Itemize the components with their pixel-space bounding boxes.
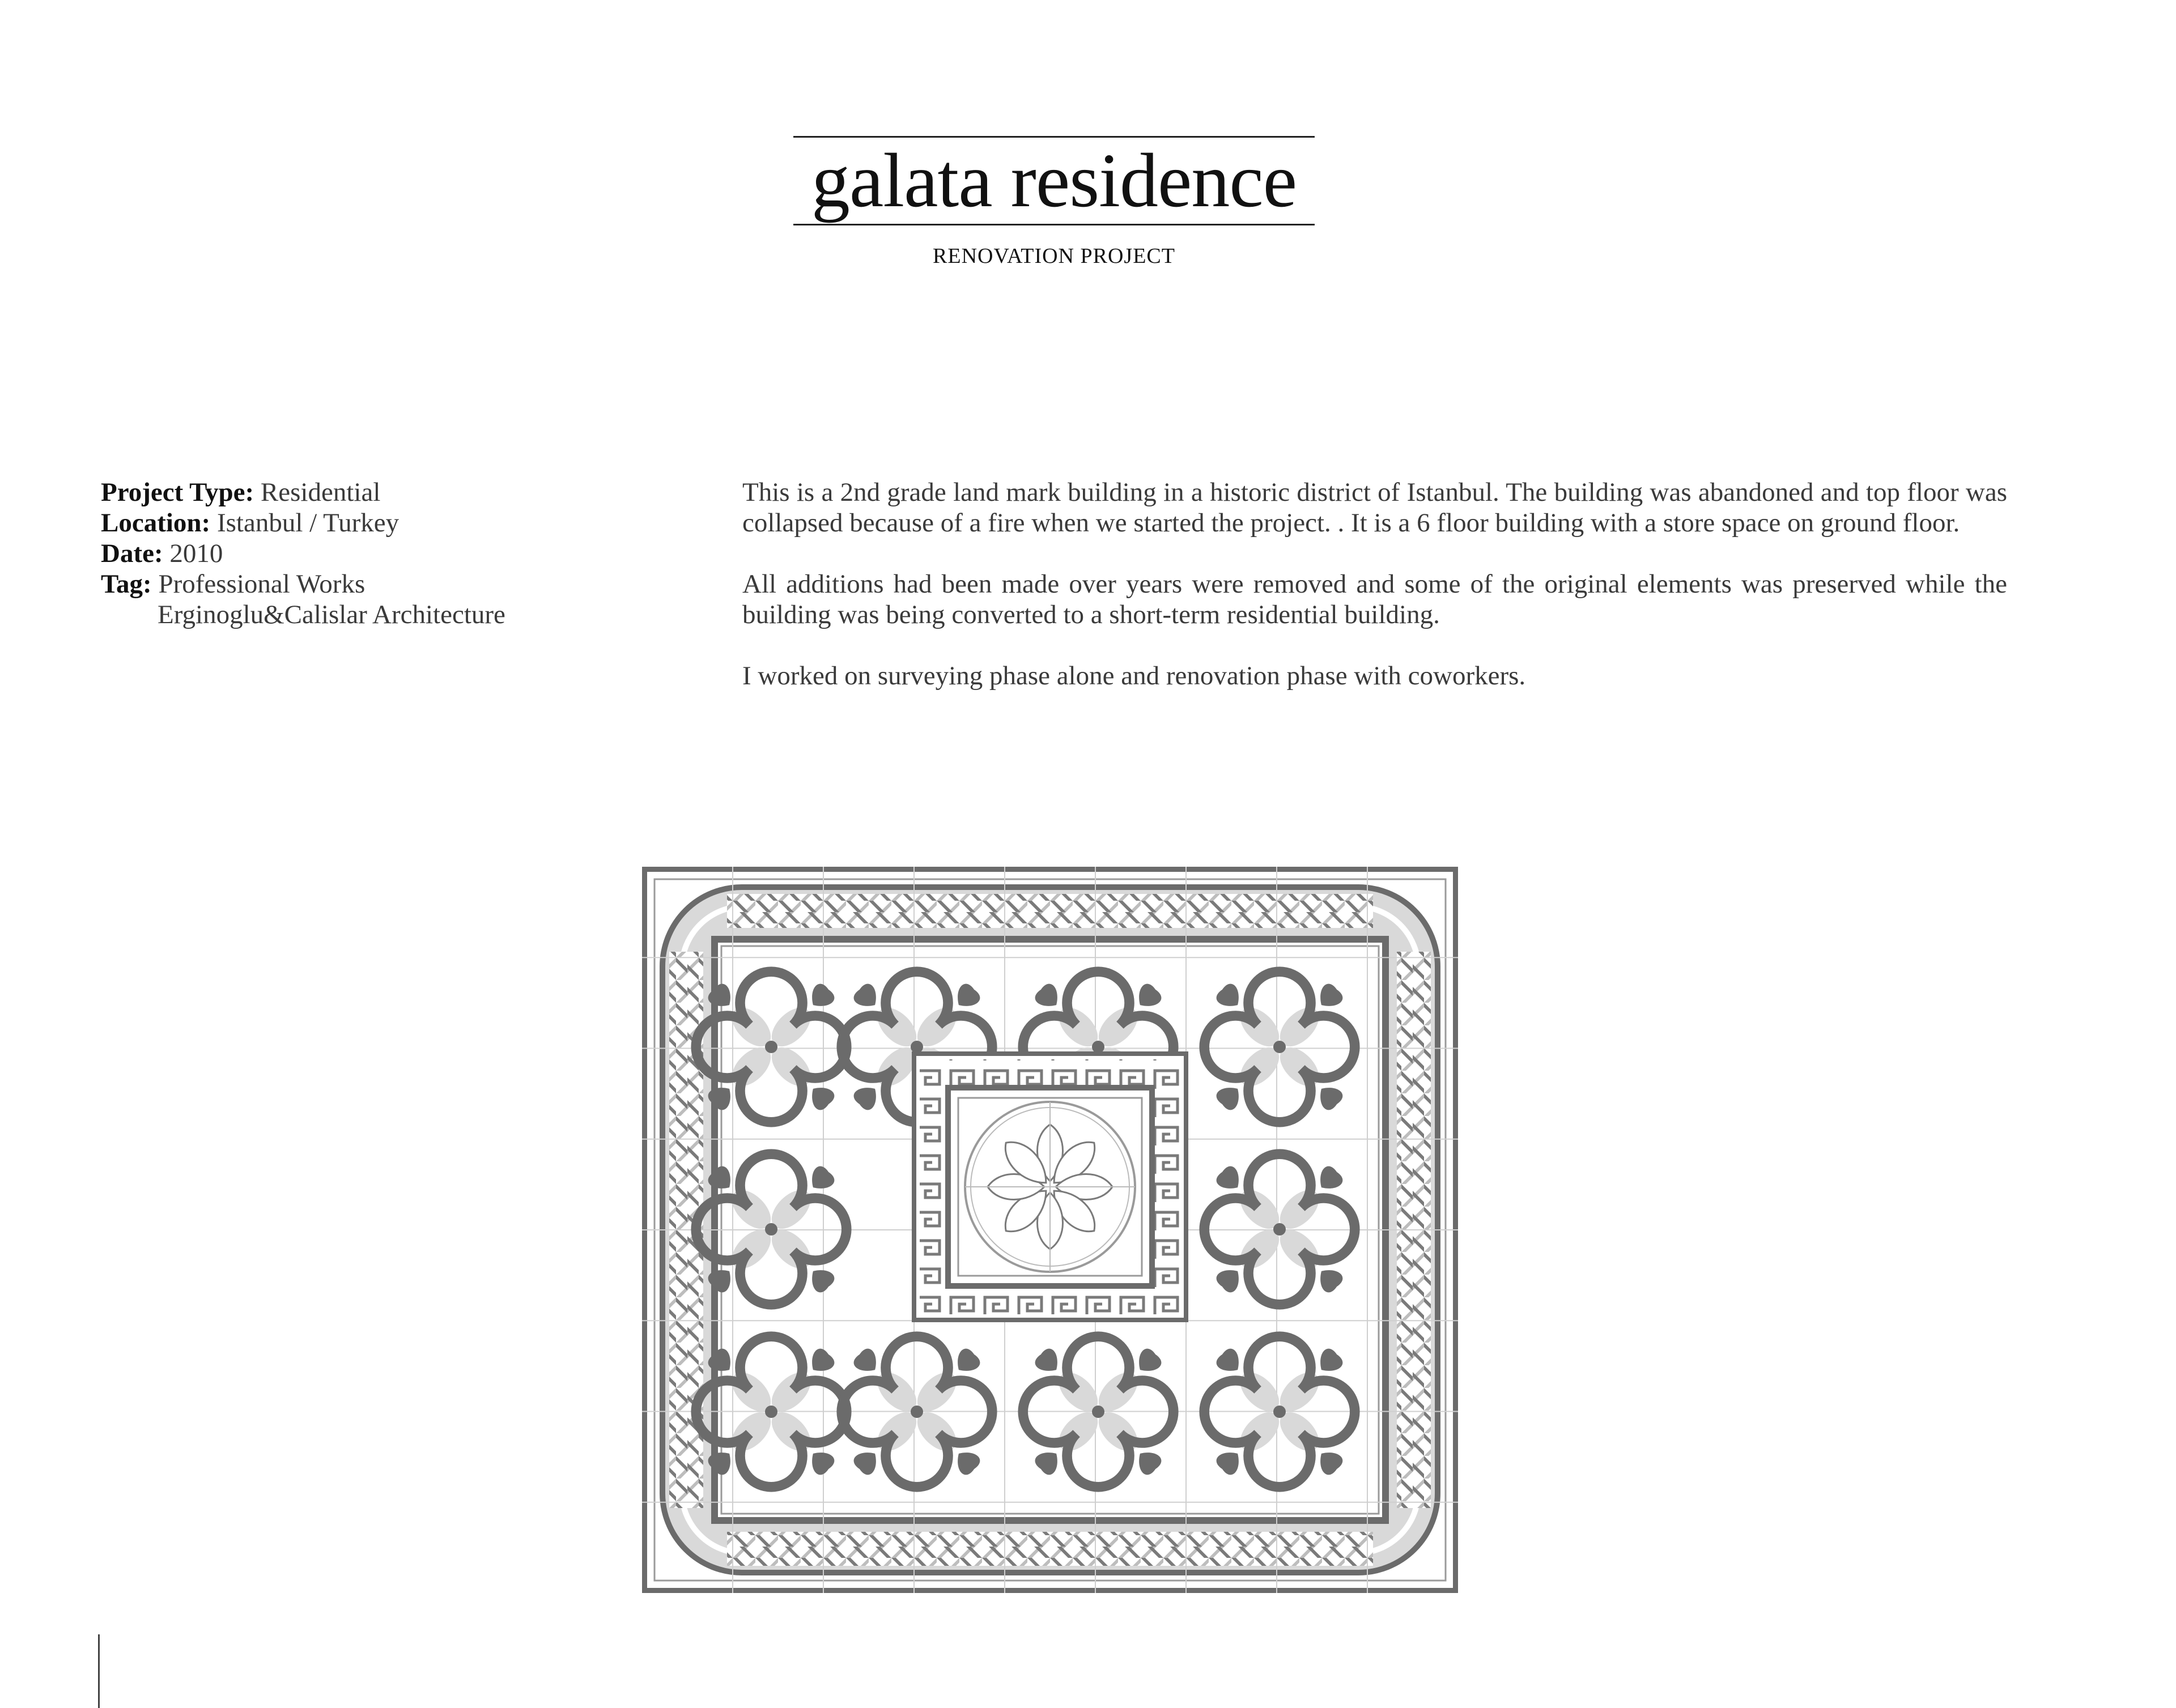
title-block [790,136,1318,225]
motif-center [911,1041,923,1053]
page-subtitle: RENOVATION PROJECT [933,244,1175,268]
description-paragraph-2: All additions had been made over years were removed and some of the original elements was preserved while the building was being converted to a short-term residential building. [742,569,2007,629]
motif-center [1273,1405,1286,1418]
project-description [742,477,2007,722]
project-type-value: Residential [260,478,381,507]
location-label: Location: [101,508,211,538]
tag-label: Tag: [101,569,152,599]
motif-center [765,1041,777,1053]
project-meta [101,477,505,630]
tag-value-2: Erginoglu&Calislar Architecture [158,600,505,629]
title-bottom-rule [793,224,1315,225]
motif-center [765,1405,777,1418]
floor-tile-pattern [642,867,1458,1593]
date-value: 2010 [169,539,223,568]
location-value: Istanbul / Turkey [216,508,400,538]
description-paragraph-3: I worked on surveying phase alone and renovation phase with coworkers. [742,661,1526,691]
page-margin-mark [98,1634,100,1708]
tag-value-1: Professional Works [158,569,366,599]
greek-key-right [1152,1088,1180,1286]
motif-center [1092,1041,1104,1053]
greek-key-bottom [920,1286,1180,1314]
page-title: galata residence [811,138,1297,223]
date-label: Date: [101,539,163,568]
meta-tag [101,569,505,599]
meta-date [101,538,505,569]
motif-center [765,1223,777,1236]
greek-key-top [920,1059,1180,1088]
greek-key-left [920,1088,948,1286]
motif-center [911,1405,923,1418]
motif-center [1273,1223,1286,1236]
meta-location [101,508,505,538]
project-type-label: Project Type: [101,478,254,507]
meta-project-type [101,477,505,508]
description-paragraph-1: This is a 2nd grade land mark building in a historic district of Istanbul. The building was abandoned and top floor was collapsed because of a fire when we started the project. . It is a 6 floor building with a store space on ground floor. [742,478,2007,538]
motif-center [1273,1041,1286,1053]
floor-tile-drawing [642,867,1458,1593]
motif-center [1092,1405,1104,1418]
